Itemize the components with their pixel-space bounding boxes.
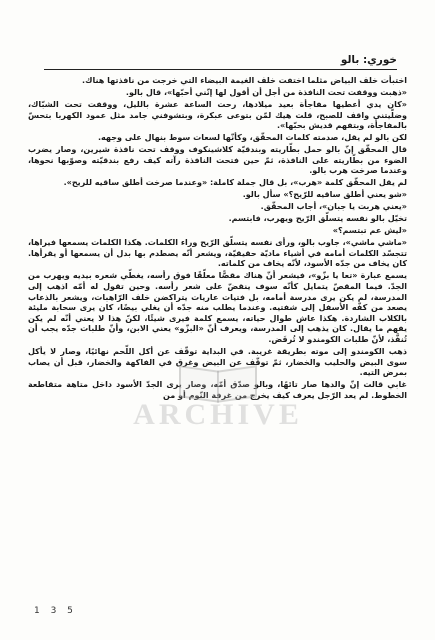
paragraph: ذهب الكومندو إلى موته بطريقة غريبة. في البداية توقّف عن أكل اللّحم نهائيًا، وصار لا يأكل سوى البيض والحليب والخضار، ثمّ توقّف عن البيض وغرق في الفاكهة والخضار، قبل أن يصاب بمرض التيه. bbox=[28, 346, 407, 378]
paragraph: «ماشي ماشي»، جاوب بالو، ورأى نفسه يتسلّق الرّيح وراء الكلمات. هكذا الكلمات يسمعها فيراها، تتجسّد الكلمات أمامه في أشياء ماديّة حقيقيّة، ويشعر أنّه يصطدم بها بدل أن يسمعها أو يقرأها. كان يخاف من جدّه الأسود، لأنّه يخاف من كلماته. bbox=[28, 238, 407, 269]
paragraph: غابي قالت إنّ والدها صار تائهًا، وبالو صدّق أمّه، وصار يرى الجدّ الأسود داخل متاهة متقاطعة الخطوط. لم يعد الرّجل يعرف كيف يخرج من غرفة النّوم أو من bbox=[28, 380, 407, 400]
paragraph: «ليش عم تبتسم؟» bbox=[332, 226, 407, 236]
paragraph: «كان يدي أعطيها مفاجأة بعيد ميلادها، رحت الساعة عشرة بالليل، ووقفت تحت الشبّاك، وضلّيتني واقف للصبح، قلت هيك لمّن بتوعى عبكرة، وبتشوفني جامد مثل عمود الكهربا بتحسّ بالمفاجأة، وبتفهم قديش بحبّها». bbox=[28, 99, 407, 131]
paragraph: لكن بالو لم يقل، صدمته كلمات المحقّق، وكأنّها لسعات سوط بنهال على وجهه. bbox=[98, 133, 407, 143]
paragraph: تخيّل بالو نفسه يتسلّق الرّيح ويهرب، فابتسم. bbox=[228, 214, 407, 224]
running-header-title: خوري: بالو bbox=[340, 54, 397, 66]
paragraph: «يعني هربت يا جبان»، أجاب المحقّق. bbox=[260, 202, 407, 212]
page-number: 1 3 5 bbox=[34, 606, 73, 616]
paragraph: قال المحقّق إنّ بالو حمل بطّاريته وبندقيّة كلاشينكوف ووقف تحت نافذة شيرين، وصار يضرب الضوء من بطّاريته على النافذة، ثمّ حين فتحت النافذة رآته كيف رفع بندقيّته وصوّبها نحوها، وعندما صرخت هرب بالو. bbox=[28, 145, 407, 176]
paragraph: لم يقل المحقّق كلمة «هرب»، بل قال جملة كاملة: «وعندما صرخت أطلق ساقيه للريح». bbox=[63, 178, 407, 188]
watermark-text: ARCHIVE bbox=[133, 398, 303, 431]
running-header bbox=[44, 50, 397, 70]
paragraph: اختبأت خلف البياض مثلما اختفت خلف الغيمة البيضاء التي خرجت من نافذتها هناك. bbox=[82, 76, 407, 85]
paragraph: «ذهبت ووقفت تحت النافذة من أجل أن أقول لها إنّني أحبّها»، قال بالو. bbox=[125, 87, 407, 97]
paragraph: «شو يعني أطلق ساقيه للرّيح؟» سأل بالو. bbox=[242, 190, 407, 200]
paragraph: يسمع عبارة «تعا يا بزّو»، فيشعر أنّ هناك مقصًّا معلّقًا فوق رأسه، يغطّي شعره بيديه ويهرب من الجدّ. فيما المقصّ يتمايل كأنّه سوف ينقضّ على شعر رأسه. وحين تقول له أمّه اذهب إلى المدرسة، لم يكن يرى مدرسة أمامه، بل فتيات عاريات يتراكضن خلف الرّاهبات، ويشعر بالذعاب يصعد من كفّه الأسفل إلى شفتيه. وعندما يطلب منه جدّه أن يغلي بيضًا، كان يرى سحابة مليئة بالكلاب الشاردة. هكذا عاش طوال حياته، يسمع كلمة فيرى شيئًا، لكنّ هذا لا يعني أنّه لم يكن يفهم ما يقال. كان يذهب إلى المدرسة، ويعرف أنّ «البزّو» يعني الابن، وأنّ طلبات جدّه يجب أن تُنفَّذ، لأنّ طلبات الكومندو لا تُرفَض. bbox=[28, 271, 407, 344]
body-text bbox=[28, 76, 407, 403]
